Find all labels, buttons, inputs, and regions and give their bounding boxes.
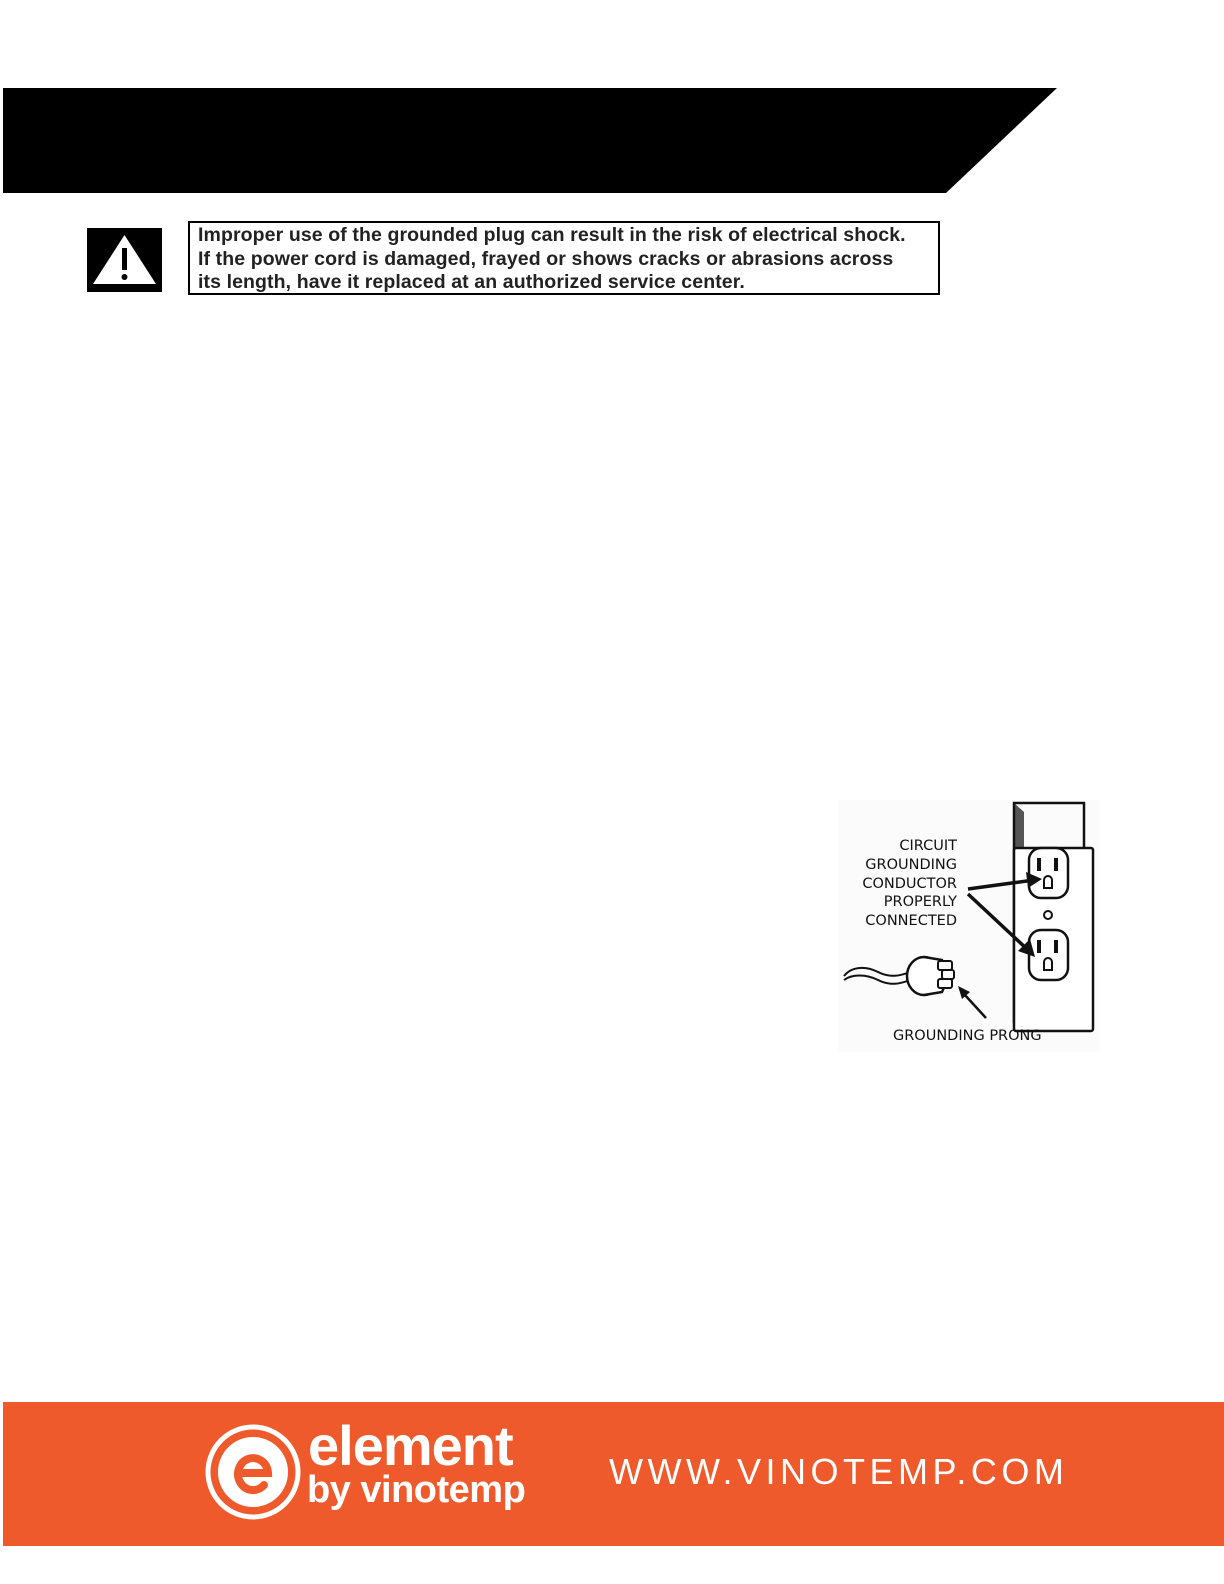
grounded-outlet-illustration xyxy=(838,800,1100,1052)
warning-line: its length, have it replaced at an authorized service center. xyxy=(198,271,745,293)
warning-triangle-icon xyxy=(87,228,162,292)
element-logo-icon xyxy=(205,1424,301,1520)
website-link[interactable]: WWW.VINOTEMP.COM xyxy=(609,1451,1069,1492)
footer-bar xyxy=(3,1402,1224,1546)
conductor-label: CONDUCTOR xyxy=(862,876,957,892)
warning-line: Improper use of the grounded plug can result in the risk of electrical shock. xyxy=(198,224,906,246)
brand-sub: by vinotemp xyxy=(307,1469,526,1511)
conductor-label: GROUNDING xyxy=(865,857,957,873)
grounding-prong-label: GROUNDING PRONG xyxy=(893,1028,1042,1044)
warning-line: If the power cord is damaged, frayed or shows cracks or abrasions across xyxy=(198,247,894,270)
conductor-label: CONNECTED xyxy=(865,913,957,929)
brand-name: element xyxy=(308,1414,513,1477)
header-banner xyxy=(0,0,1224,200)
warning-notice xyxy=(188,221,940,295)
conductor-label: PROPERLY xyxy=(883,894,957,910)
conductor-label: CIRCUIT xyxy=(899,838,957,854)
